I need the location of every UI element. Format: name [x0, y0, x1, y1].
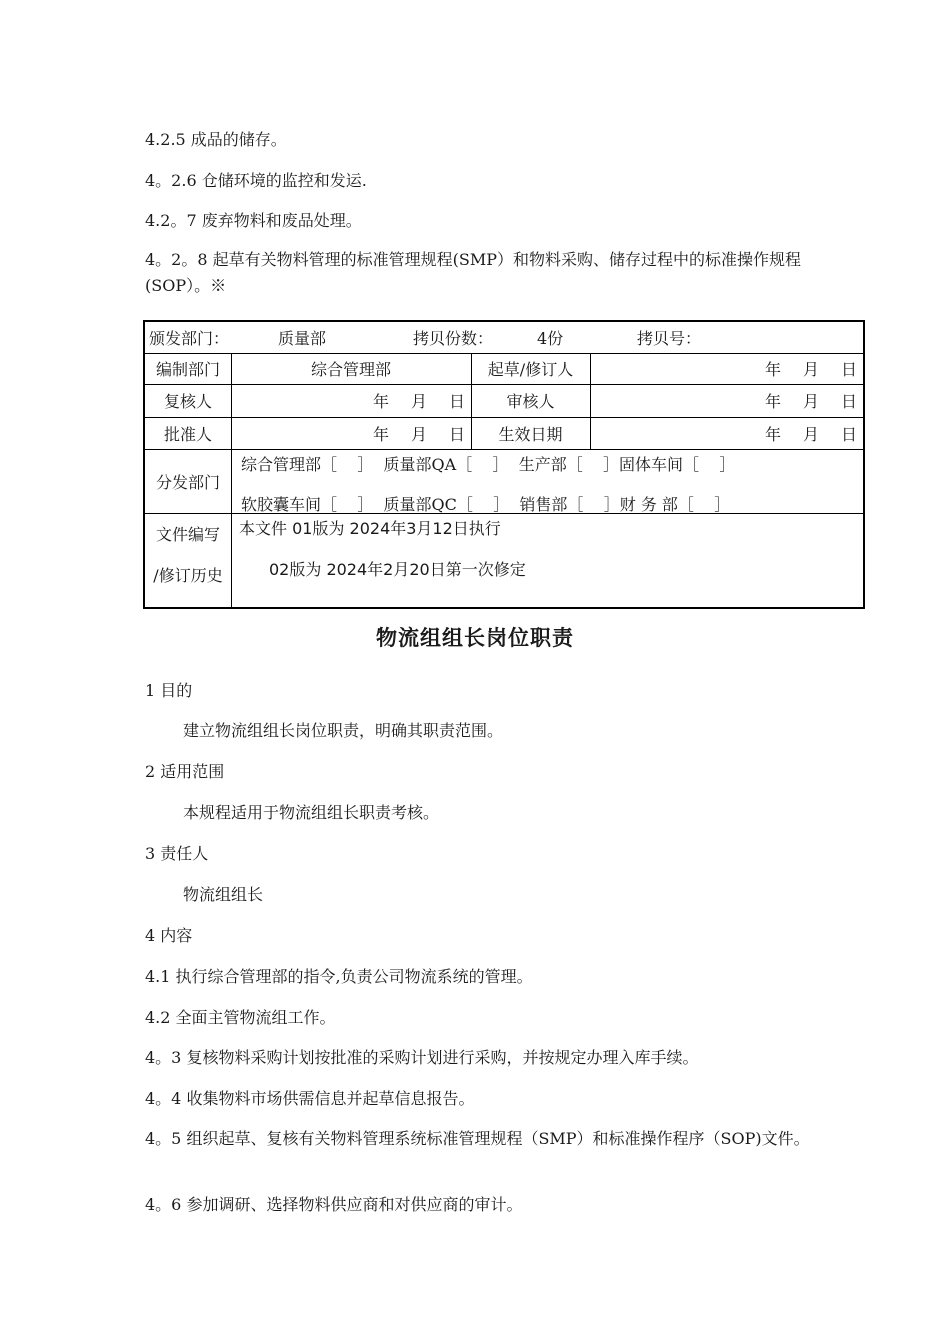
content-item-4-3: 4。3 复核物料采购计划按批准的采购计划进行采购，并按规定办理入库手续。	[145, 1048, 699, 1067]
reviewer-date: 年 月 日	[372, 392, 465, 411]
auditor-label: 审核人	[506, 392, 555, 411]
section-3-body: 物流组组长	[183, 885, 264, 904]
content-item-4-6: 4。6 参加调研、选择物料供应商和对供应商的审计。	[145, 1195, 523, 1214]
effective-date-label: 生效日期	[498, 424, 563, 444]
section-1-heading: 1 目的	[145, 681, 193, 700]
content-item-4-1: 4.1 执行综合管理部的指令,负责公司物流系统的管理。	[145, 967, 533, 986]
item-4-2-6: 4。2.6 仓储环境的监控和发运.	[145, 171, 367, 190]
content-item-4-5: 4。5 组织起草、复核有关物料管理系统标准管理规程（SMP）和标准操作程序（SOP)文件。	[145, 1129, 810, 1148]
drafter-date: 年 月 日	[764, 360, 857, 379]
document-title: 物流组组长岗位职责	[376, 626, 574, 650]
issue-dept-value: 质量部	[278, 329, 327, 348]
history-line-1: 本文件 01版为 2024年3月12日执行	[239, 519, 501, 538]
distribution-line-1: 综合管理部［ ］ 质量部QA［ ］ 生产部［ ］固体车间［ ］	[241, 455, 736, 474]
approver-label: 批准人	[163, 424, 212, 444]
section-4-heading: 4 内容	[145, 926, 193, 945]
section-2-body: 本规程适用于物流组组长职责考核。	[183, 803, 440, 822]
item-4-2-7: 4.2。7 废弃物料和废品处理。	[145, 211, 362, 230]
reviewer-label: 复核人	[163, 392, 212, 411]
issue-dept-label: 颁发部门：	[149, 329, 230, 348]
approver-date: 年 月 日	[372, 424, 465, 444]
copy-no-label: 拷贝号：	[637, 329, 702, 348]
copies-label: 拷贝份数：	[413, 329, 494, 348]
prepared-dept-label: 编制部门	[155, 360, 220, 379]
history-line-2: 02版为 2024年2月20日第一次修定	[269, 560, 526, 579]
item-4-2-5: 4.2.5 成品的储存。	[145, 130, 287, 149]
distribution-line-2: 软胶囊车间［ ］ 质量部QC［ ］ 销售部［ ］财 务 部［ ］	[241, 495, 731, 514]
content-item-4-4: 4。4 收集物料市场供需信息并起草信息报告。	[145, 1089, 475, 1108]
section-3-heading: 3 责任人	[145, 844, 209, 863]
section-1-body: 建立物流组组长岗位职责，明确其职责范围。	[183, 721, 504, 740]
copies-value: 4份	[537, 329, 564, 348]
auditor-date: 年 月 日	[764, 392, 857, 411]
drafter-label: 起草/修订人	[487, 360, 574, 379]
issue-row	[145, 322, 863, 354]
document-control-table	[143, 320, 865, 609]
history-label-1: 文件编写	[155, 524, 220, 544]
history-label-2: /修订历史	[153, 565, 223, 585]
effective-date: 年 月 日	[764, 424, 857, 444]
section-2-heading: 2 适用范围	[145, 762, 225, 781]
item-4-2-8: 4。2。8 起草有关物料管理的标准管理规程(SMP）和物料采购、储存过程中的标准操作规程(SOP）。※	[145, 250, 801, 295]
prepared-dept-value: 综合管理部	[310, 360, 391, 379]
content-item-4-2: 4.2 全面主管物流组工作。	[145, 1008, 336, 1027]
distribution-label: 分发部门	[155, 472, 220, 492]
